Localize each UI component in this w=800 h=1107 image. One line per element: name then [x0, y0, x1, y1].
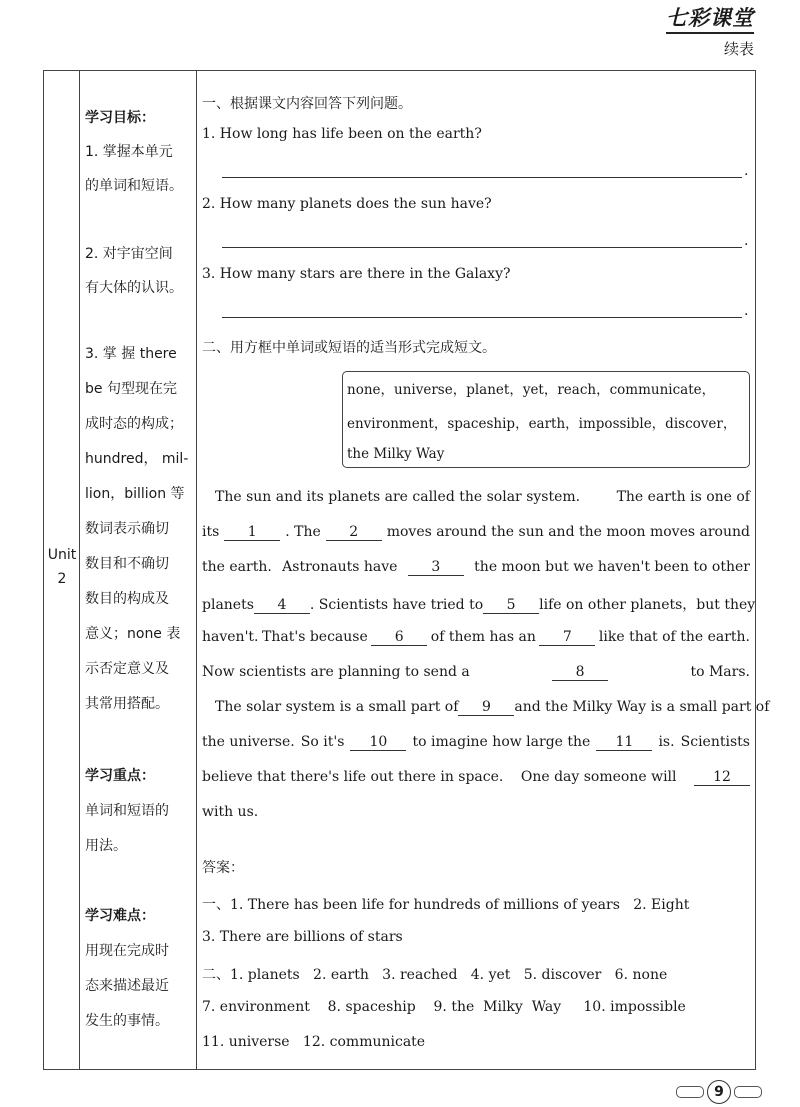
word-box-line: the Milky Way [347, 446, 445, 462]
goal-line: 1. 掌握本单元 [85, 144, 173, 160]
passage-line [202, 769, 750, 786]
passage-text: with us. [202, 804, 259, 820]
part2-heading: 二、用方框中单词或短语的适当形式完成短文。 [202, 340, 496, 356]
blank-6: 6 [371, 629, 427, 646]
answer-line-1 [222, 177, 742, 178]
goal-line: 数词表示确切 [85, 521, 169, 537]
passage-text: . The [285, 524, 321, 540]
passage-line [202, 594, 756, 614]
page-number-badge [676, 1080, 762, 1104]
passage-text: Astronauts have [282, 559, 398, 575]
goal-line: hundred， mil- [85, 451, 189, 467]
passage-text: The solar system is a small part of [215, 699, 459, 715]
content-column [197, 71, 770, 1069]
passage-line [215, 699, 770, 716]
blank-12: 12 [694, 769, 750, 786]
passage-text: Now scientists are planning to send a [202, 664, 470, 680]
brand-logo: 七彩课堂 [666, 6, 754, 30]
passage-text: believe that there's life out there in space. [202, 769, 504, 785]
word-box-line: none，universe，planet，yet，reach，communicate， [347, 382, 716, 398]
passage-text: That's because [262, 629, 368, 645]
answer-line: 3. There are billions of stars [202, 929, 403, 945]
passage-text: One day someone will [520, 769, 677, 785]
unit-label [44, 543, 80, 591]
passage-text: Scientists [680, 734, 750, 750]
passage-text: the universe. [202, 734, 295, 750]
passage-text: haven't. [202, 629, 259, 645]
passage-text: . Scientists have tried to [309, 597, 484, 613]
goal-line: 3. 掌 握 there [85, 346, 177, 362]
passage-text: to Mars. [690, 664, 750, 680]
answer-line-end-mark: . [744, 233, 749, 249]
key-heading: 学习重点： [85, 768, 155, 784]
difficulty-heading: 学习难点： [85, 908, 155, 924]
answer-line: 7. environment 8. spaceship 9. the Milky Way 10. impossible [202, 999, 686, 1015]
blank-3: 3 [408, 559, 464, 576]
goal-line: 的单词和短语。 [85, 178, 183, 194]
brand-underline [666, 32, 754, 34]
answer-line: 一、1. There has been life for hundreds of millions of years 2. Eight [202, 897, 690, 913]
goal-line: 数目和不确切 [85, 556, 169, 572]
passage-line [202, 734, 750, 751]
passage-text: its [202, 524, 220, 540]
unit-label-number: 2 [57, 571, 67, 587]
goal-line: 2. 对宇宙空间 [85, 246, 173, 262]
goal-line: lion，billion 等 [85, 486, 185, 502]
goal-line: 意义；none 表 [85, 626, 181, 642]
passage-line [202, 804, 750, 820]
blank-7: 7 [539, 629, 595, 646]
blank-1: 1 [224, 524, 280, 541]
difficulty-line: 用现在完成时 [85, 943, 169, 959]
passage-text: the earth. [202, 559, 272, 575]
answer-line-end-mark: . [744, 303, 749, 319]
difficulty-line: 态来描述最近 [85, 978, 169, 994]
passage-text: and the Milky Way is a small part of [514, 699, 770, 715]
passage-text: to imagine how large the [412, 734, 591, 750]
blank-9: 9 [458, 699, 514, 716]
page-number: 9 [707, 1080, 731, 1104]
passage-line [202, 629, 750, 646]
word-box [342, 371, 750, 468]
difficulty-line: 发生的事情。 [85, 1013, 169, 1029]
decor-pill-right [734, 1086, 762, 1098]
goal-line: 数目的构成及 [85, 591, 169, 607]
passage-line [215, 489, 750, 505]
part1-heading: 一、根据课文内容回答下列问题。 [202, 96, 412, 112]
continued-label: 续表 [723, 40, 754, 58]
passage-text: is. [658, 734, 675, 750]
question-2: 2. How many planets does the sun have? [202, 196, 492, 212]
passage-text: the moon but we haven't been to other [474, 559, 750, 575]
goal-heading: 学习目标： [85, 110, 155, 126]
passage-text: of them has an [430, 629, 536, 645]
goal-line: 其常用搭配。 [85, 696, 169, 712]
question-1: 1. How long has life been on the earth? [202, 126, 482, 142]
key-line: 单词和短语的 [85, 803, 169, 819]
answer-line: 二、1. planets 2. earth 3. reached 4. yet 5. discover 6. none [202, 967, 668, 983]
question-3: 3. How many stars are there in the Galaxy? [202, 266, 511, 282]
passage-line [202, 524, 750, 541]
passage-text: So it's [300, 734, 345, 750]
key-line: 用法。 [85, 838, 127, 854]
word-box-line: environment，spaceship，earth，impossible，discover， [347, 416, 737, 432]
decor-pill-left [676, 1086, 704, 1098]
answer-line-end-mark: . [744, 163, 749, 179]
blank-2: 2 [326, 524, 382, 541]
passage-text: The sun and its planets are called the solar system. [215, 489, 581, 505]
passage-text: life on other planets，but they [539, 597, 756, 613]
blank-11: 11 [596, 734, 652, 751]
passage-text: planets [202, 597, 254, 613]
unit-label-word: Unit [47, 547, 77, 563]
unit-column [44, 71, 80, 1069]
answer-line-3 [222, 317, 742, 318]
blank-8: 8 [552, 664, 608, 681]
blank-5: 5 [483, 597, 539, 614]
passage-line [202, 559, 750, 576]
answers-heading: 答案： [202, 860, 244, 876]
goal-line: 有大体的认识。 [85, 280, 183, 296]
answer-line: 11. universe 12. communicate [202, 1034, 426, 1050]
lesson-table [43, 70, 770, 1070]
goal-line: 示否定意义及 [85, 661, 169, 677]
passage-line [202, 664, 750, 681]
passage-text: moves around the sun and the moon moves around [386, 524, 750, 540]
blank-4: 4 [254, 597, 310, 614]
passage-text: like that of the earth. [598, 629, 750, 645]
blank-10: 10 [350, 734, 406, 751]
goal-line: 成时态的构成； [85, 416, 183, 432]
goal-line: be 句型现在完 [85, 381, 177, 397]
answer-line-2 [222, 247, 742, 248]
objectives-column [80, 71, 197, 1069]
passage-text: The earth is one of [616, 489, 750, 505]
